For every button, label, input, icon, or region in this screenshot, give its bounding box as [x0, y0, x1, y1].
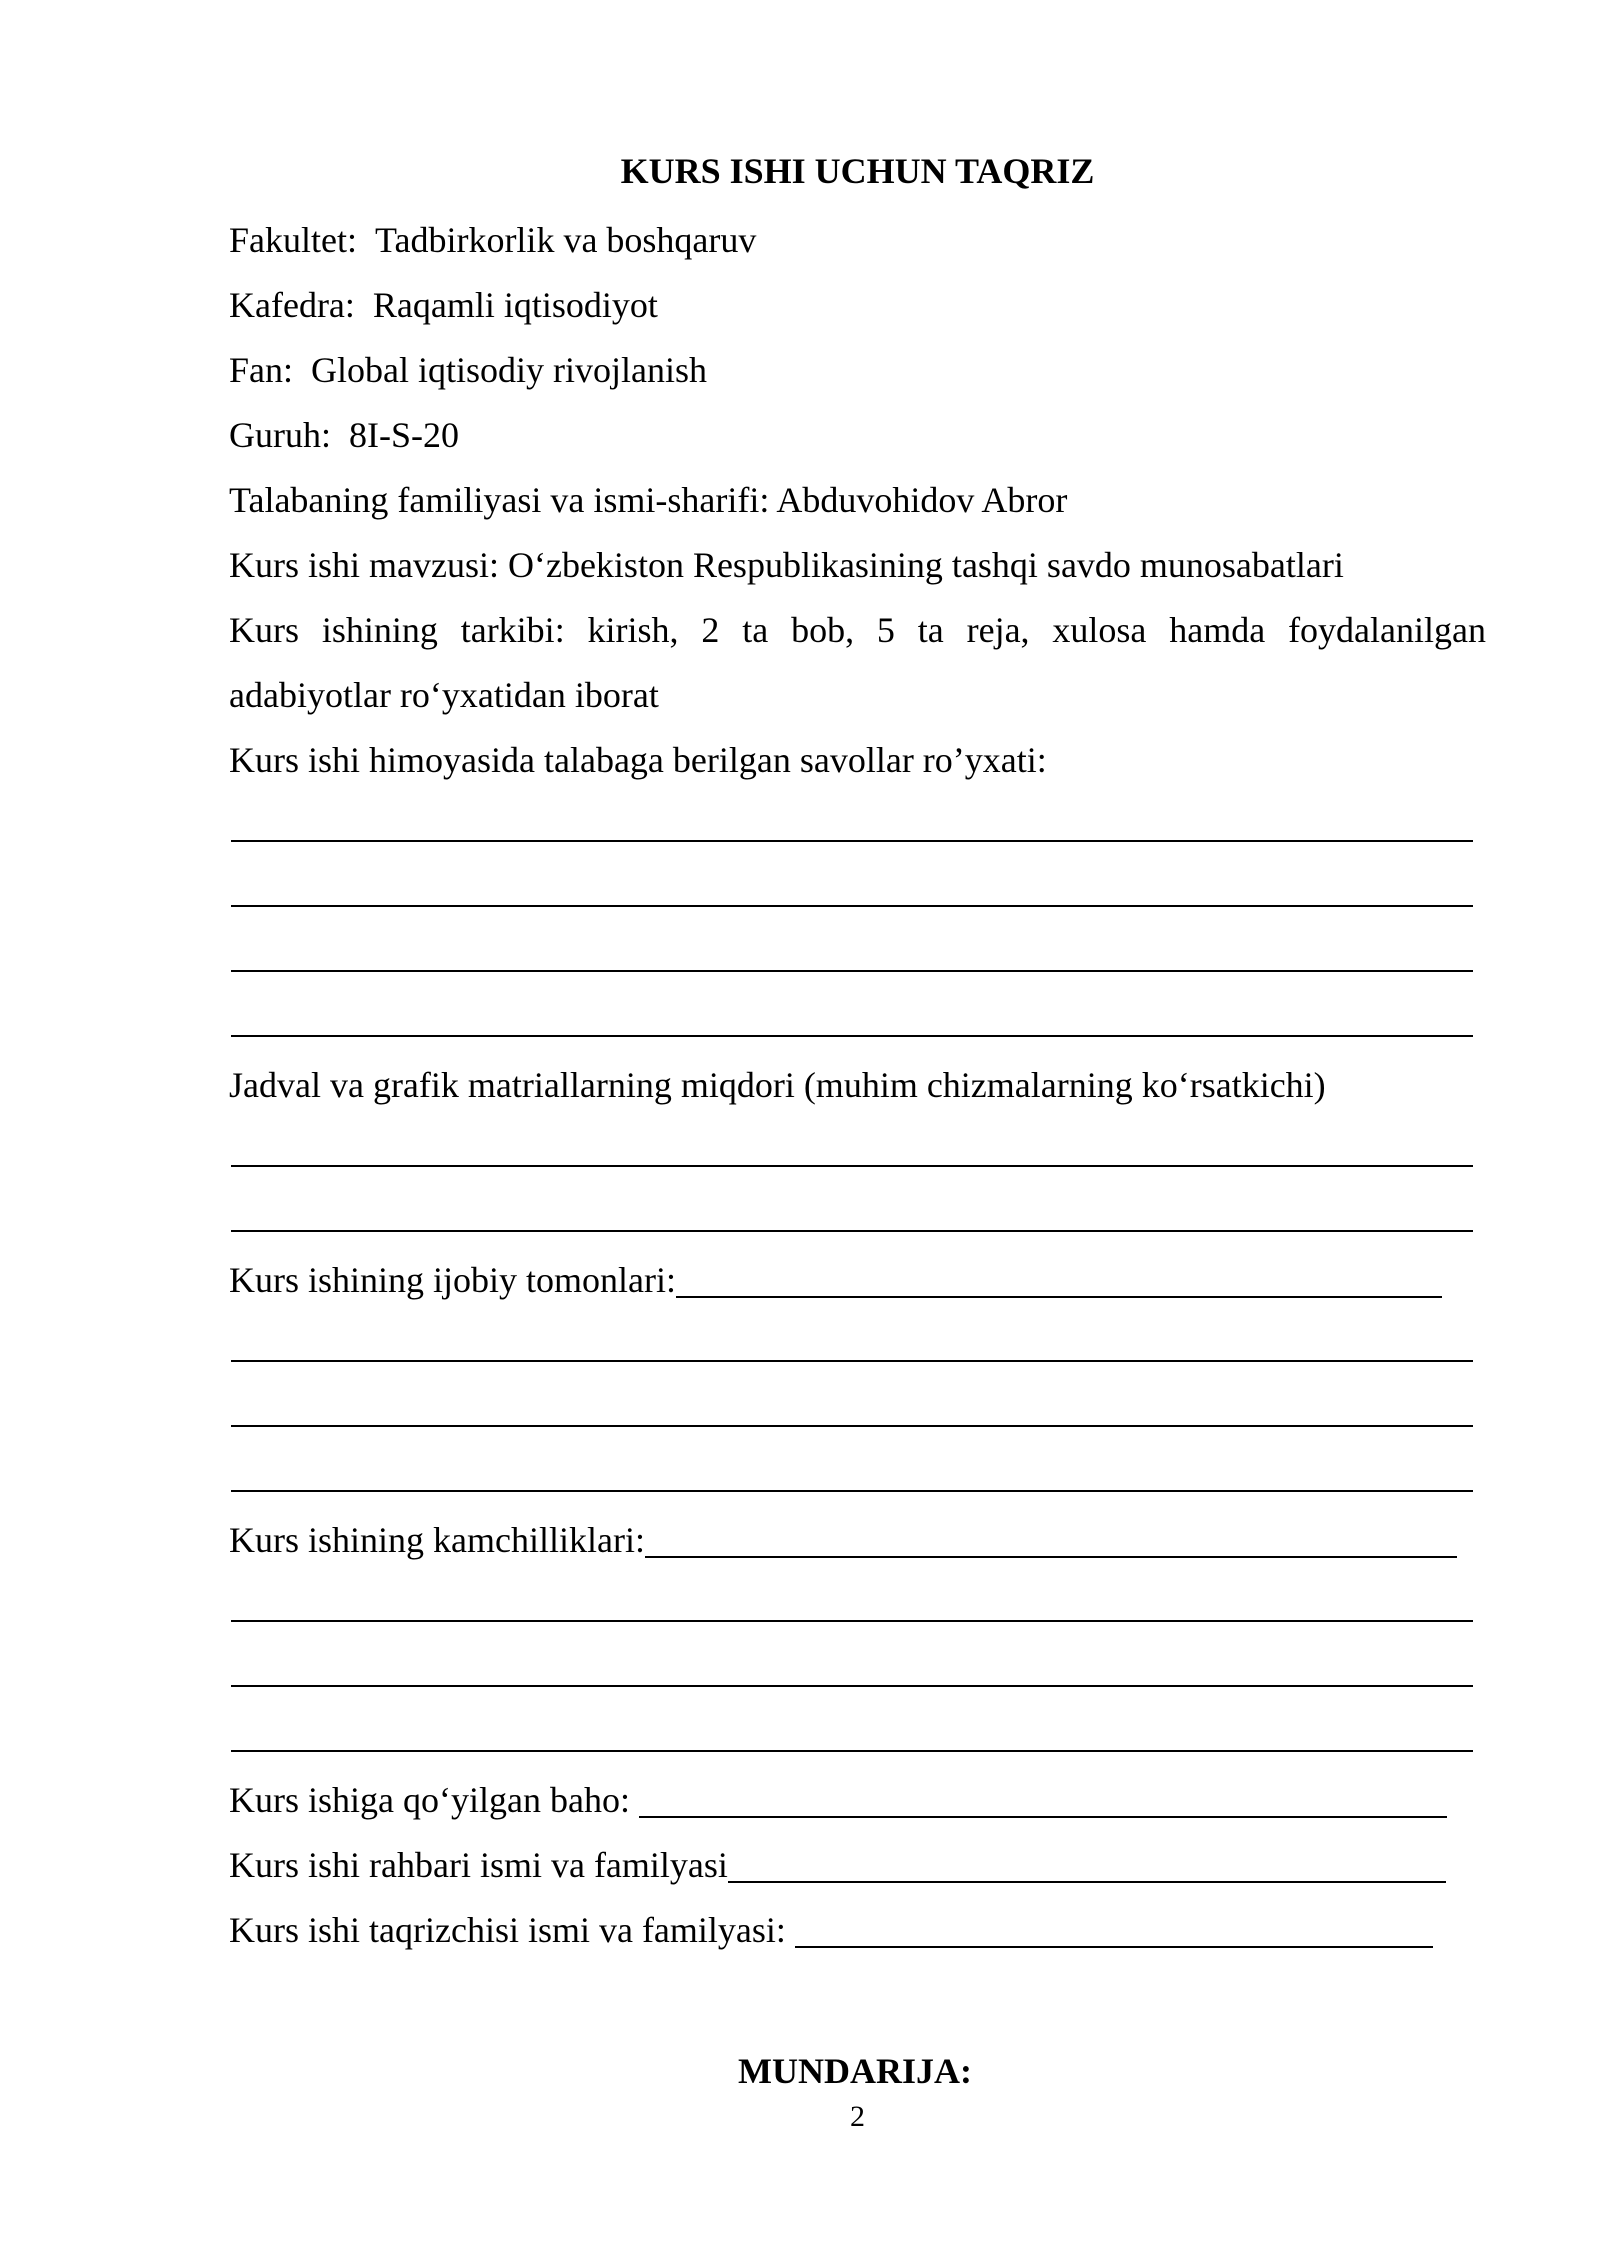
positives-blank-line — [231, 1360, 1473, 1362]
shortcomings-blank-line — [231, 1620, 1473, 1622]
supervisor-row — [229, 1841, 1446, 1889]
questions-blank-line — [231, 1035, 1473, 1037]
page-number: 2 — [850, 2100, 865, 2133]
supervisor-label: Kurs ishi rahbari ismi va familyasi — [229, 1845, 728, 1885]
topic-row: Kurs ishi mavzusi: O‘zbekiston Respublikasining tashqi savdo munosabatlari — [229, 545, 1344, 585]
questions-blank-line — [231, 905, 1473, 907]
questions-blank-line — [231, 840, 1473, 842]
grade-blank — [639, 1780, 1447, 1818]
questions-blank-line — [231, 970, 1473, 972]
structure-row-1 — [229, 606, 1486, 654]
shortcomings-blank-line — [231, 1750, 1473, 1752]
supervisor-blank — [728, 1845, 1446, 1883]
group-label: Guruh: — [229, 415, 331, 455]
faculty-label: Fakultet: — [229, 220, 357, 260]
questions-label: Kurs ishi himoyasida talabaga berilgan savollar ro’yxati: — [229, 740, 1047, 780]
subject-row — [229, 346, 707, 394]
tables-label: Jadval va grafik matriallarning miqdori (muhim chizmalarning ko‘rsatkichi) — [229, 1065, 1326, 1105]
structure-text-1: Kurs ishining tarkibi: kirish, 2 ta bob, 5 ta reja, xulosa hamda foydalanilgan — [229, 610, 1486, 650]
shortcomings-blank — [645, 1520, 1457, 1558]
shortcomings-blank-line — [231, 1685, 1473, 1687]
positives-row — [229, 1256, 1442, 1304]
page-title: KURS ISHI UCHUN TAQRIZ — [620, 151, 1095, 191]
grade-label: Kurs ishiga qo‘yilgan baho: — [229, 1780, 639, 1820]
structure-row-2: adabiyotlar ro‘yxatidan iborat — [229, 675, 659, 715]
grade-row — [229, 1776, 1447, 1824]
group-row — [229, 411, 459, 459]
shortcomings-row — [229, 1516, 1457, 1564]
positives-blank-line — [231, 1425, 1473, 1427]
tables-blank-line — [231, 1230, 1473, 1232]
faculty-value: Tadbirkorlik va boshqaruv — [375, 220, 757, 260]
positives-blank-line — [231, 1490, 1473, 1492]
faculty-row — [229, 216, 756, 264]
contents-heading: MUNDARIJA: — [738, 2051, 972, 2091]
tables-blank-line — [231, 1165, 1473, 1167]
shortcomings-label: Kurs ishining kamchilliklari: — [229, 1520, 645, 1560]
reviewer-blank — [795, 1910, 1433, 1948]
department-row — [229, 281, 658, 329]
subject-label: Fan: — [229, 350, 294, 390]
subject-value: Global iqtisodiy rivojlanish — [311, 350, 707, 390]
group-value: 8I-S-20 — [349, 415, 459, 455]
reviewer-row — [229, 1906, 1433, 1954]
department-value: Raqamli iqtisodiyot — [372, 285, 658, 325]
positives-blank — [676, 1260, 1442, 1298]
positives-label: Kurs ishining ijobiy tomonlari: — [229, 1260, 676, 1300]
reviewer-label: Kurs ishi taqrizchisi ismi va familyasi: — [229, 1910, 795, 1950]
student-name-row: Talabaning familiyasi va ismi-sharifi: Abduvohidov Abror — [229, 480, 1068, 520]
department-label: Kafedra: — [229, 285, 355, 325]
